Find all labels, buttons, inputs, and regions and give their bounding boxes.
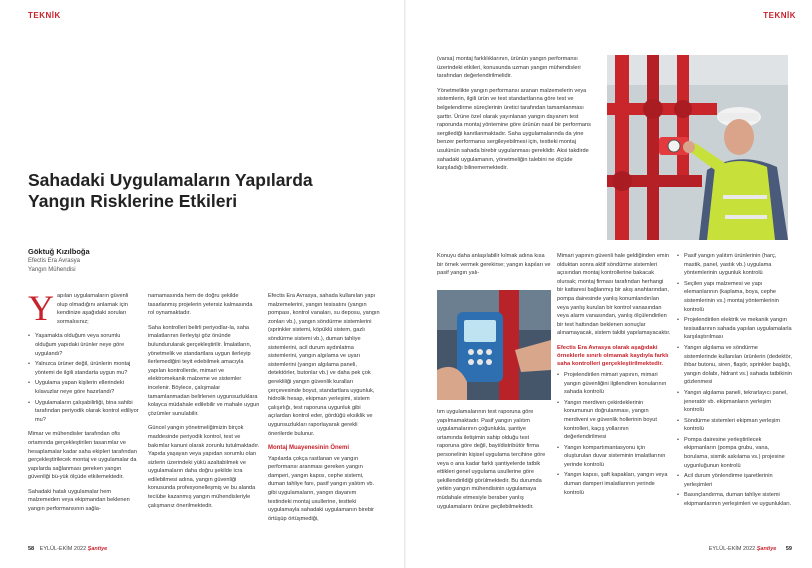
paragraph: Güncel yangın yönetmeliğimizin birçok maddesinde periyodik kontrol, test ve bakımlar kanuni olarak zorunlu tutulmaktadır. Yapıda yaşayan veya yapıdan sorumlu olan sizlerin üzerindeki yükü azaltabilmek ve uygulamaların daha doğru şekilde icra edilebilmesi adına, yangın güvenliği konusunda profesyonelleşmiş ve bu alanda teciübe kazanmış yangın mühendisleriyle çalışmanız önerilmektedir. — [148, 425, 260, 509]
list-item: • Söndürme sistemleri ekipman yerleşim kontrolü — [677, 417, 792, 434]
test-device-photo — [437, 290, 551, 400]
photo-illustration — [437, 290, 551, 400]
paragraph: Yapılarda çokça rastlanan ve yangın performansı aranması gereken yangın damperi, yangın kapısı, cephe sistemi, duman tahliye fanı, pasif yangın yalıtım vb. gibi uygulamaların, yangın dayanım testindeki montaj usullerine, testteki uygulamayla sahadaki uygulamanın birebir örtüşüp örtüşmediği, — [268, 455, 375, 522]
page-number: 58 — [28, 546, 35, 552]
text-column-3 — [268, 292, 380, 547]
engineer-inspection-photo — [607, 55, 788, 240]
list-item: • Yangın merdiven çekirdeklerinin konumunun doğrulanması, yangın merdiveni ve güvenlik hollerinin boyut kontrolleri, kaçış yollarının değerlendirilmesi — [557, 399, 671, 442]
magazine-brand: Şantiye — [756, 546, 777, 552]
paragraph: tım uygulamalarının test raporuna göre yapılmamaktadır. Pasif yangın yalıtım uygulamalarının çoğunlukla, şantiye ortamında iletişimin sahip olduğu test raporuna göre değil, bayi/distribütör firma personelinin kişisel uygulama tercihine göre veya o ana kadar farklı şantiyelerde tatbik ettikleri genel uygulama usullerine göre şekillendirildiği görülmektedir. Bu durumda yetkin yangın mühendisinin uygulamaya müdahale etmesiyle beraber yanlış uygulamaların önüne geçilebilmektedir. — [437, 409, 546, 510]
text-column-5 — [557, 252, 671, 548]
list-item: • Yangın algılama ve söndürme sistemlerinde kullanılan ürünlerin (dedektör, ihbar butonu, siren, flaşör, sprinkler başlığı, yangın dolabı, hidrant vs.) sahada tatbikinin gözlenmesi — [677, 344, 792, 387]
list-item: • Pasif yangın yalıtım ürünlerinin (harç, mastik, panel, yastık vb.) uygulama yöntemlerinin uygunluk kontrolü — [677, 252, 792, 278]
text-column-1 — [28, 292, 140, 547]
author-role: Yangın Mühendisi — [28, 267, 76, 273]
intro-paragraph — [28, 292, 140, 326]
paragraph: Mimari yapının güvenli hale geldiğinden emin olduktan sonra aktif söndürme sistemleri açısından montaj kontrollerine bakacak olursak; montaj firması tarafından herhangi bir kattaresi bağlanmış bir akış anahtarından, pompa dairesinde yanlış konumlandırılan veya yanlış kurulan bir kontrol vanasından veya alarm vanasından, yanlış ölçülendirilen bir test hattından beklenen sonuçlar alınamayacak, sistem takibi yapılamayacaktır. — [557, 253, 671, 337]
list-item: • Pompa dairesine yerleştirilecek ekipmanların (pompa grubu, vana, borulama, sismik askılama vs.) projesine uygunluğunun kontrolü — [677, 436, 792, 470]
paragraph: Mimar ve mühendisler tarafından ofis ortamında gerçekleştirilen tasarımlar ve hesaplamalar kadar saha ekipleri tarafından gerçekleştirilecek montaj ve uygulamalar da yapılarda sağlanması gereken yangın güvenliği bü-yük ölçüde etkilemektedir. — [28, 431, 137, 481]
list-item: • Yangın algılama paneli, tekrarlayıcı panel, jeneratör vb. ekipmanların yerleşim kontrolü — [677, 389, 792, 415]
text-column-4-lower — [437, 408, 551, 548]
subheading: Efectis Era Avrasya olarak aşağıdaki örneklerle sınırlı olmamak kaydıyla farklı saha kontrolleri gerçekleştirilmektedir. — [557, 344, 669, 367]
text-column-4-upper — [437, 55, 593, 280]
control-list — [557, 371, 671, 497]
section-tag-right: TEKNİK — [763, 11, 796, 20]
list-item: • Uygulama yapan kişilerin ellerindeki kılavuzlar neye göre hazırlandı? — [28, 379, 140, 396]
paragraph: Yönetmelikte yangın performansı aranan malzemelerin veya sistemlerin, ilgili ürün ve test standartlarına göre test ve belgelendirme süreçlerinin üretici tarafından tamamlanması şarttır. Ürüne özel olarak yayınlanan yangın dayanım test raporunda montaj yöntemine göre ürünün nasıl bir performans sergilediği kanıtlanmaktadır. Saha uygulamalarında da yine benzer performansı sergileyebilmesi için, testteki montaj usulünün sahada birebir uygulanması gereklidir. Aksi takdirde sahadaki uygulamanın, yönetmeliğin talebini ne ölçüde karşıladığı bilinememektedir. — [437, 87, 591, 172]
list-item: • Projelendirilen mimari yapının, mimari yangın güvenliğini ilgilendiren konularının sahada kontrolü — [557, 371, 671, 397]
drop-cap: Y — [28, 292, 54, 328]
article-title: Sahadaki Uygulamaların Yapılarda Yangın Risklerine Etkileri — [28, 170, 313, 211]
list-item: • Yaşamakta olduğum veya sorumlu olduğum yapıdaki ürünler neye göre uygulandı? — [28, 332, 140, 358]
page-number: 59 — [785, 546, 792, 552]
list-item: • Seçilen yapı malzemesi ve yapı elemanlarının (kaplama, boya, cephe sistemlerinin vs.) montaj yöntemlerinin kontrolü — [677, 280, 792, 314]
list-item: • Projelendirilen elektrik ve mekanik yangın tesisatlarının sahada yapılan uygulamalarla karşılaştırılması — [677, 316, 792, 342]
issue-date: EYLÜL-EKİM 2022 — [39, 546, 87, 552]
paragraph: Efectis Era Avrasya, sahada kullanılan yapı malzemelerini, yangın tesisatını (yangın pompası, kontrol vanaları, su deposu, yangın zonları vb.), yangın söndürme sistemlerini (sprinkler sistemi, köpüklü sistem, gazlı söndürme sistemi vb.), duman tahliye sistemlerini, acil durum aydınlatma sistemlerini, yangın algılama ve uyarı sistemlerini (yangın algılama paneli, detektörler, butonlar vb.) ve daha pek çok gerekliliği yangın güvenlik kuralları çerçevesinde boyut, standartlara uygunluk, hidrolik hesap, ekipman yerleşimi, sistem çalışırlığı, test raporuna uygunluk gibi açılardan kontrol eder, gördüğü eksiklik ve uygunsuzlukları raporlayarak gerekli önerilerde bulunur. — [268, 293, 380, 437]
list-item: • Acil durum yönlendirme işaretlerinin yerleşimleri — [677, 472, 792, 489]
list-item: • Basınçlandırma, duman tahliye sistemi ekipmanlarının yerleşimleri ve uygunlukları. — [677, 491, 792, 508]
paragraph: (varsa) montaj farklılıklarının, ürünün yangın performansı üzerindeki etkileri, konusunda uzman yangın mühendisleri tarafından değerlendirilmelidir. — [437, 56, 581, 80]
magazine-brand: Şantiye — [87, 546, 108, 552]
question-list — [28, 332, 140, 424]
text-column-2 — [148, 292, 260, 547]
author-name: Göktuğ Kızılboğa — [28, 247, 90, 256]
photo-illustration — [607, 55, 788, 240]
paragraph: Konuyu daha anlaşılabilir kılmak adına kısa bir örnek vermek gerekirse; yangın kapıları ve pasif yangın yalı- — [437, 253, 551, 277]
list-item: • Yangın kompartımantasyonu için oluşturulan duvar sisteminin imalatlarının yerinde kontrolü — [557, 444, 671, 470]
paragraph: namamasında hem de doğru şekilde tasarlanmış projelerin yetersiz kalmasında rol oynamaktadır. — [148, 293, 253, 317]
intro-text: apılan uygulamaların güvenli olup olmadığını anlamak için kendinize aşağıdaki soruları sormalısınız; — [57, 293, 129, 325]
text-column-4-middle — [437, 252, 551, 288]
control-list-continued — [677, 252, 792, 509]
paragraph: Saha kontrolleri belirli periyodlar-la, saha imalatlarının ilerleyişi göz önünde bulundurularak gerçekleştirilir. İmalatların, yönetmelik ve standartlara uygun ilerleyip ilerlemediğini teyit edebilmek amacıyla yapılan kontrollerde, mimari ve elektromekanik malzeme ve sistemler incelenir. Böylece, çalışmalar tamamlanmadan belirlenen uygunsuzluklara kolayca müdahale edilebilir ve mahale uygun çözümler sunulabilir. — [148, 324, 260, 417]
text-column-6 — [677, 252, 792, 548]
list-item: • Yangın kapısı, şaft kapakları, yangın veya duman damperi imalatlarının yerinde kontrolü — [557, 471, 671, 497]
issue-date: EYLÜL-EKİM 2022 — [708, 546, 756, 552]
list-item: • Uygulamaların çalışabilirliği, bina sahibi tarafından periyodik olarak kontrol ediliyor mu? — [28, 399, 140, 425]
footer-left — [28, 546, 107, 552]
section-tag-left: TEKNİK — [28, 11, 61, 20]
subheading: Montaj Muayenesinin Önemi — [268, 445, 350, 452]
author-company: Efectis Era Avrasya — [28, 258, 80, 264]
paragraph: Sahadaki hatalı uygulamalar hem malzemeden veya ekipmandan beklenen yangın performansının sağla- — [28, 488, 130, 513]
list-item: • Yalnızca ürüner değil, ürünlerin montaj yöntemi de ilgili standarta uygun mu? — [28, 360, 140, 377]
